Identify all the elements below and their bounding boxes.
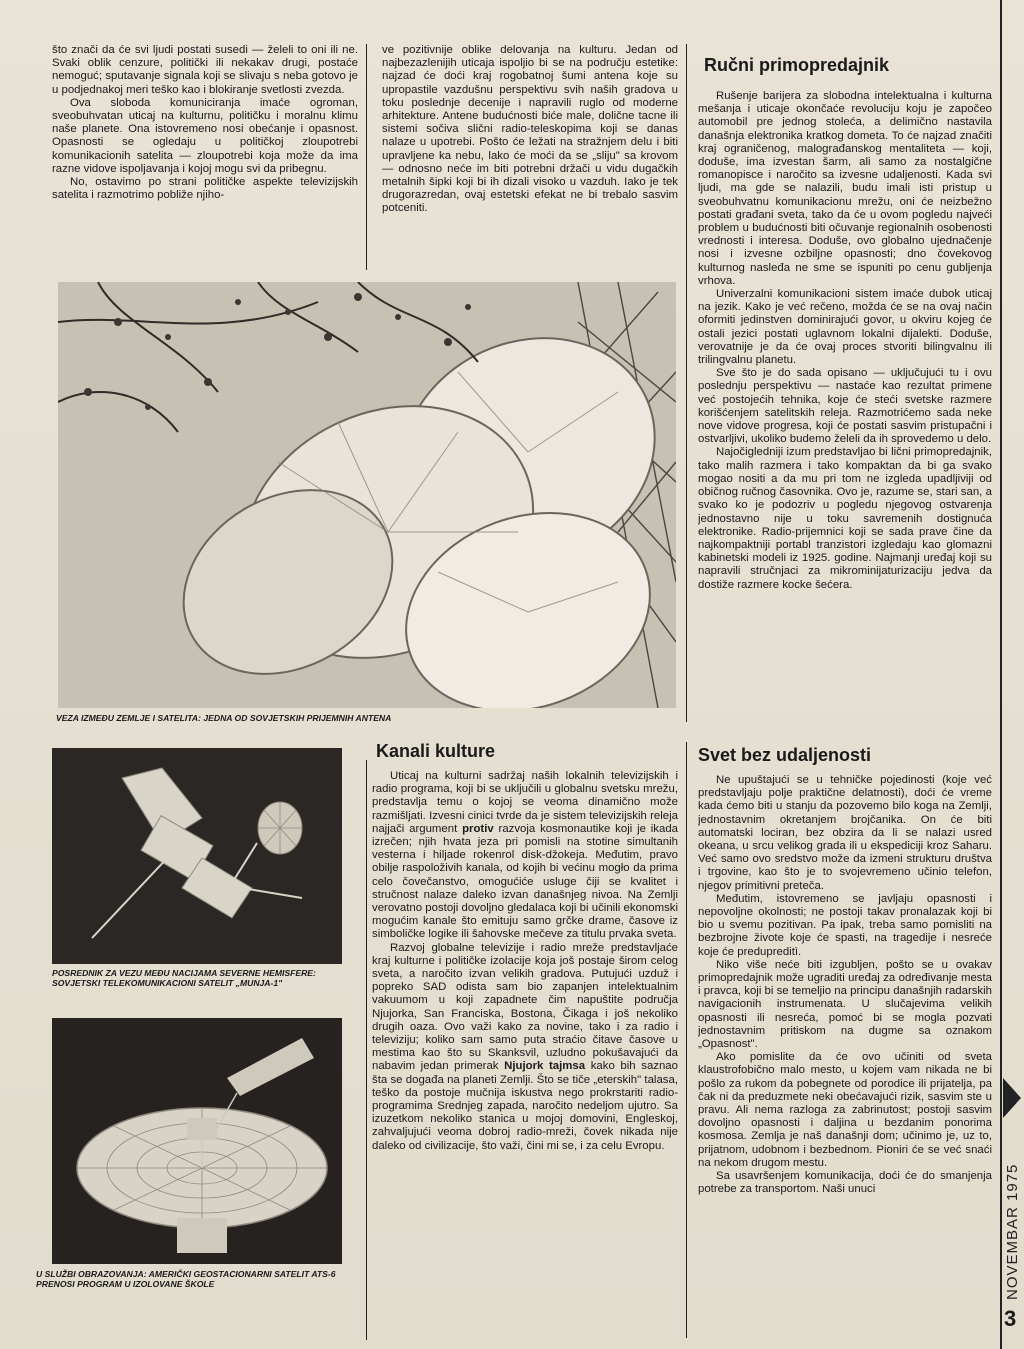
column-rule	[366, 44, 367, 270]
column-rule	[686, 742, 687, 1338]
chevron-right-icon	[1003, 1078, 1021, 1118]
text-run: razvoja kosmonautike koji je ikada izrečen; njih hvata jeza pri pomisli na stotine simultanih vesterna i hiljade rokenrol disk-džokeja. Međutim, pravo obilje raspoloživih kanala, od kojih bi većinu mogło da prima celo čovečanstvo, omogućiće usluge čiji se kvalitet i stručnost nalaze daleko izvan današnjeg nivoa. Na Zemlji verovatno postoji dovoljno gledalaca koji bi učinili ekonomski mogućim kanale što emituju samo grčke drame, časove iz simboličke logike ili šahovske mečeve za titulu prvaka sveta.	[372, 822, 678, 941]
issue-date: NOVEMBAR 1975	[1004, 1163, 1021, 1300]
paragraph: No, ostavimo po strani političke aspekte televizijskih satelita i razmotrimo pobliže njiho-	[52, 176, 358, 202]
paragraph: Ako pomislite da će ovo učiniti od sveta klaustrofobično malo mesto, u kojem vam nikada ne bi pošlo za rukom da pobegnete od porodice ili prijatelja, pa čak ni da preduzmete neki obećavajući rizik, sasvim ste u pravu. Ali nema razloga za zabrinutost; postoji sasvim dovoljno opasnosti i daljina u bezdanim ponorima kosmosa. Zemlja je naš današnji dom; učinimo je, uz to, prijatnom, udobnom i bezbednom. Pioniri će se već snaći na nekom drugom mestu.	[698, 1051, 992, 1169]
section-heading-svet: Svet bez udaljenosti	[698, 745, 872, 765]
photo-ats6-satellite	[52, 1018, 342, 1264]
page-number: 3	[1004, 1306, 1017, 1331]
paragraph: Najočigledniji izum predstavljao bi lični primopredajnik, tako malih razmera i tako kompaktan da bi ga svako mogao nositi a da mu pri tom ne izgleda upadljiviji od običnog ručnog časovnika. Ovo je, razume se, stari san, a svako ko je podozriv u pogledu njegovog ostvarenja jednostavno nije u toku savremenih dostignuća elektronike. Radio-prijemnici koji se sada prave čine da najkompaktniji portabl tranzistori izgledaju kao glomazni kabinetski modeli iz 1925. godine. Najmanji uređaj koji su napravili stručnjaci za mikrominijaturizaciju jedva da dostiže razmere kocke šećera.	[698, 446, 992, 591]
section-heading-rucni: Ručni primopredajnik	[704, 55, 890, 75]
photo-caption-antennas: VEZA IZMEĐU ZEMLJE I SATELITA: JEDNA OD SOVJETSKIH PRIJEMNIH ANTENA	[56, 713, 392, 723]
photo-soviet-antennas	[58, 282, 676, 708]
column-rule	[366, 760, 367, 1340]
article-column-svet	[698, 744, 992, 1340]
paragraph: Međutim, istovremeno se javljaju opasnosti i nepovoljne okolnosti; ne postoji takav pronalazak koji bi bio u svemu pozitivan. Pa ipak, treba samo pomisliti na bezbrojne živote koje će spasti, na tragedije i nesreće koje će predupreditì.	[698, 892, 992, 958]
text-run: Razvoj globalne televizije i radio mreže predstavljaće kraj kulturne i političke izolacije koja još postaje širom celog sveta, a naročito izvan velikih gradova. Putujući uzduž i popreko SAD odista sam bio zapanjen intelektualnim vakuumom u koji zapadnete čim napuštite područja Njujorka, San Franciska, Bostona, Čikaga i još nekoliko drugih oaza. Ovo važi kako za novine, tako i za radio i televiziju; koliko sam samo puta straćio čitave časove u mestima kao što su Skanksvil, uzludno pokušavajući da nabavim jedan primerak	[372, 941, 678, 1073]
section-heading-kanali: Kanali kulture	[376, 741, 496, 761]
page-edge-rule	[1000, 0, 1002, 1349]
photo-munja-satellite	[52, 748, 342, 964]
column-rule	[686, 44, 687, 722]
article-column-kanali	[372, 740, 678, 1340]
paragraph: Rušenje barijera za slobodna intelektualna i kulturna mešanja i uticaje okončaće revoluciju koju je započeo automobil pre jednog stoleća, a delimično nastavila današnja elektronika kratkog dometa. To će najzad značiti kraj ograničenog, malograđanskog mentaliteta — koji, doduše, ima izvestan šarm, ali samo za nostalgične romanopisce i naročito sa izvesne udaljenosti. Kada svi ljudi, ma gde se nalazili, budu imali isti pristup u sveobuhvatnu komunikacionu mrežu, oni će neizbežno postati građani sveta, tako da će u ovom pogledu najveći problem u budućnosti biti očuvanje regionalnih osobenosti vrednosti i interesa. Doduše, ovo globalno ujednačenje nosi i izvesne ozbiljne opasnosti; dno čovekovog kulturnog nasleđa ne sme se ispuniti po cenu gubljenja vrhova.	[698, 90, 992, 287]
paragraph: ve pozitivnije oblike delovanja na kulturu. Jedan od najbezazlenijih uticaja ispoljio bi se na području estetike: najzad će doći kraj rogobatnoj šumi antena koje su upropastile vazdušnu perspektivu svih naših gradova u toku poslednje decenije i napravili ruglo od moderne arhitekture. Antene budućnosti biće male, dolične tacne ili sistemi sočiva slični radio-teleskopima koji se danas nalaze u upotrebi. Pošto će ležati na stražnjem delu i biti upravljene ka nebu, lako će moći da se „sliju" sa krovom — odnosno neće im biti potrebni držači u vidu dugačkih metalnih šipki koji bi ih dizali visoko u vazduh. Iako je tek drugorazredan, ovaj estetski efekat ne bi trebalo sasvim potceniti.	[382, 44, 678, 215]
paragraph: Niko više neće biti izgubljen, pošto se u ovakav primopredajnik može ugraditi uređaj za određivanje mesta i pravca, koji bi se temeljio na principu današnjih radarskih navigacionih instrumenata. U slučajevima velikih opasnosti ili nesreća, pomoć bi se mogla pozvati jednostavnim pritiskom na dugme sa oznakom „Opasnost".	[698, 958, 992, 1051]
emphasis-word: protiv	[462, 822, 494, 835]
photo-caption-ats6: U SLUŽBI OBRAZOVANJA: AMERIČKI GEOSTACIONARNI SATELIT ATS-6 PRENOSI PROGRAM U IZOLOVANE ŠKOLE	[36, 1269, 336, 1289]
paragraph: Sa usavršenjem komunikacija, doći će do smanjenja potrebe za transportom. Naši unuci	[698, 1170, 992, 1196]
munja-satellite-image	[52, 748, 342, 964]
text-run: Uticaj na kulturni sadržaj naših lokalnih televizijskih i radio programa, koji bi se uključili u globalnu svetsku mrežu, predstavlja temu o kojoj se veoma dinamično može razmišljati. Izvesni cinici tvrde da je sistem televizijskih releja najjači argument	[372, 770, 678, 835]
antenna-dishes-image	[58, 282, 676, 708]
paragraph	[372, 942, 678, 1153]
paragraph: što znači da će svi ljudi postati susedi — želeli to oni ili ne. Svaki oblik cenzure, politički ili nekakav drugi, postaće nemoguć; sputavanje signala koji se slivaju s neba gotovo je u podjednakoj meri teško kao i blokiranje svetlosti zvezda.	[52, 44, 358, 96]
paragraph: Ova sloboda komuniciranja imaće ogroman, sveobuhvatan uticaj na kulturnu, političku i moralnu klimu naše planete. Ona istovremeno nosi obećanje i opasnost. Opasnosti se ogledaju u političkoj zloupotrebi komunikacionih satelita — zloupotrebi koja može da ima razne vidove ispoljavanja i kojoj mogu svi da pribegnu.	[52, 96, 358, 175]
paragraph: Univerzalni komunikacioni sistem imaće dubok uticaj na jezik. Kako je već rečeno, možda će se na ovaj način oformiti jedinstven dominirajući govor, u okviru kojeg će ostali jezici postati uglavnom lokalni dijalekti. Doduše, verovatnije je da će ovaj proces stvoriti bilingvalnu ili trilingvalnu planetu.	[698, 288, 992, 367]
ats6-satellite-image	[52, 1018, 342, 1264]
paragraph	[372, 770, 678, 942]
paragraph: Sve što je do sada opisano — uključujući tu i ovu poslednju perspektivu — nastaće kao rezultat primene već postojećih tehnika, koje će steći svetske razmere korišćenjem satelitskih releja. Razmotrićemo sada neke nove vidove progresa, koji će postati sasvim pristupačni i ostvarljivi, ukoliko budemo želeli da ih sprovedemo u delo.	[698, 367, 992, 446]
emphasis-title: Njujork tajmsa	[504, 1060, 586, 1073]
text-run: kako bih saznao šta se događa na planeti Zemlji. Što se tiče „eterskih" talasa, teško da postoje mučnija iskustva nego prokrstariti radio-programima Srednjeg zapada, naročito nedeljom ujutro. Sa izuzetkom nekoliko stanica u mojoj domovini, Engleskoj, zahvaljujući veoma dobroj radio-mreži, čovek nikada nije daleko od civilizacije, što važi, čini mi se, i za celu Evropu.	[372, 1060, 678, 1152]
article-column-2	[382, 44, 678, 270]
photo-caption-munja: POSREDNIK ZA VEZU MEĐU NACIJAMA SEVERNE HEMISFERE: SOVJETSKI TELEKOMUNIKACIONI SATELIT „MUNJA-1"	[52, 968, 316, 988]
article-column-1	[52, 44, 358, 270]
article-column-ruc	[698, 54, 992, 744]
paragraph: Ne upuštajući se u tehničke pojedinosti (koje već predstavljaju polje praktične delatnosti), doći će vreme kada ćemo biti u stanju da pozovemo bilo koga na Zemlji, jednostavnim okretanjem brojčanika. On će biti automatski lociran, bez obzira da li se nalazi usred okeana, u srcu velikog grada ili u ekspediciji kroz Saharu. Već samo ovo sredstvo može da izmeni strukturu društva i trgovine, kao što je to svojevremeno učinio telefon, njegov primitivni preteča.	[698, 774, 992, 892]
